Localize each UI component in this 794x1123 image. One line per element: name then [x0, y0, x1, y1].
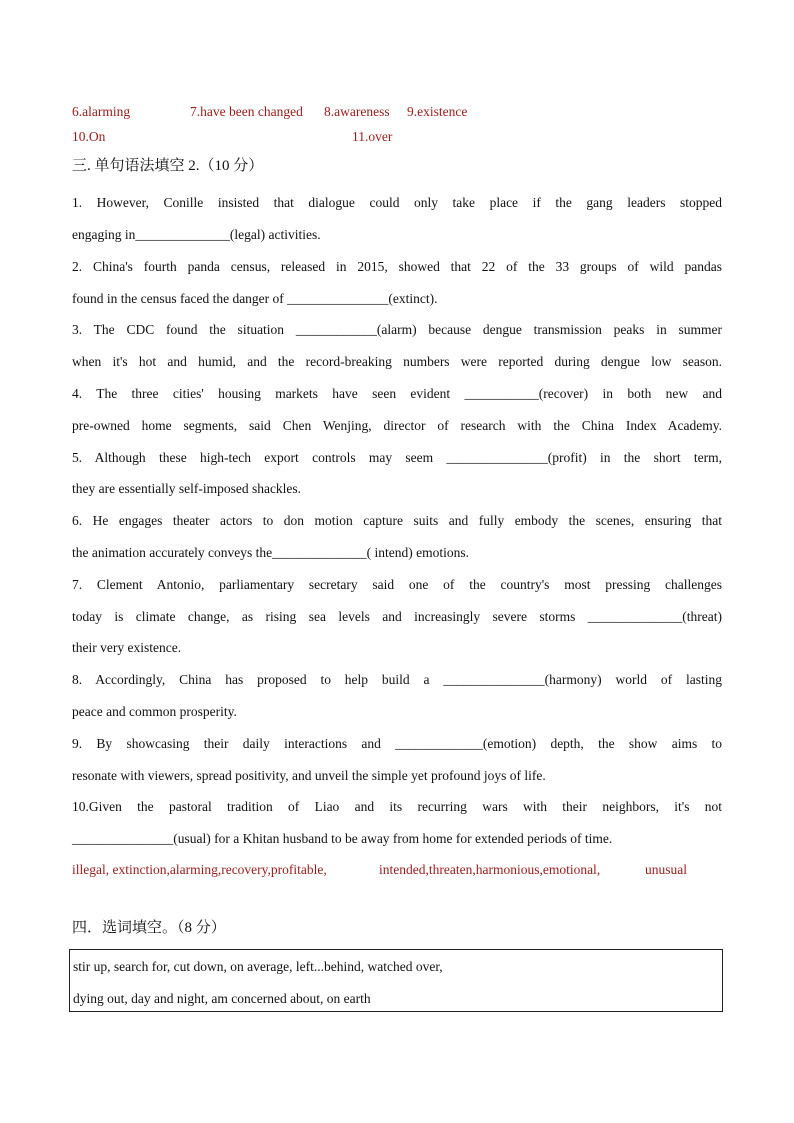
exercise-line: 3. The CDC found the situation ____________(alarm) because dengue transmission peaks in summer — [72, 322, 722, 337]
answer-10: 10.On — [72, 129, 106, 144]
answer-6: 6.alarming — [72, 104, 131, 119]
exercise-line: the animation accurately conveys the______________( intend) emotions. — [72, 545, 470, 560]
exercise-line: peace and common prosperity. — [72, 704, 237, 719]
word-bank-line-2: dying out, day and night, am concerned about, on earth — [73, 991, 371, 1006]
exercise-line: engaging in______________(legal) activities. — [72, 227, 321, 242]
answer-7: 7.have been changed — [190, 104, 303, 119]
exercise-line: their very existence. — [72, 640, 182, 655]
answer-11: 11.over — [352, 129, 393, 144]
section-3-title: 三. 单句语法填空 2.（10 分） — [72, 158, 264, 174]
exercise-line: today is climate change, as rising sea levels and increasingly severe storms ______________(threat) — [72, 609, 722, 624]
exercise-line: when it's hot and humid, and the record-breaking numbers were reported during dengue low season. — [72, 354, 722, 369]
exercise-line: _______________(usual) for a Khitan husband to be away from home for extended periods of time. — [72, 831, 613, 846]
exercise-line: found in the census faced the danger of _______________(extinct). — [72, 291, 438, 306]
section-3-answers-b: intended,threaten,harmonious,emotional, — [379, 862, 601, 877]
exercise-line: 5. Although these high-tech export controls may seem _______________(profit) in the short term, — [72, 450, 722, 465]
exercise-line: 2. China's fourth panda census, released in 2015, showed that 22 of the 33 groups of wild pandas — [72, 259, 722, 274]
exercise-line: 7. Clement Antonio, parliamentary secretary said one of the country's most pressing challenges — [72, 577, 722, 592]
word-bank-box — [69, 949, 723, 1012]
exercise-line: 10.Given the pastoral tradition of Liao and its recurring wars with their neighbors, it's not — [72, 799, 722, 814]
exercise-line: pre-owned home segments, said Chen Wenjing, director of research with the China Index Academy. — [72, 418, 722, 433]
section-4-title: 四．选词填空。（8 分） — [72, 920, 226, 936]
exercise-line: 1. However, Conille insisted that dialogue could only take place if the gang leaders stopped — [72, 195, 722, 210]
exercise-line: 9. By showcasing their daily interactions and _____________(emotion) depth, the show aims to — [72, 736, 722, 751]
exercise-line: 8. Accordingly, China has proposed to help build a _______________(harmony) world of lasting — [72, 672, 722, 687]
answer-9: 9.existence — [407, 104, 468, 119]
answer-8: 8.awareness — [324, 104, 390, 119]
exercise-line: resonate with viewers, spread positivity, and unveil the simple yet profound joys of life. — [72, 768, 546, 783]
exercise-line: 6. He engages theater actors to don motion capture suits and fully embody the scenes, ensuring that — [72, 513, 722, 528]
exercise-line: they are essentially self-imposed shackles. — [72, 481, 302, 496]
section-3-answers-c: unusual — [645, 862, 687, 877]
section-3-answers-a: illegal, extinction,alarming,recovery,profitable, — [72, 862, 327, 877]
word-bank-line-1: stir up, search for, cut down, on average, left...behind, watched over, — [73, 959, 443, 974]
exercise-line: 4. The three cities' housing markets have seen evident ___________(recover) in both new and — [72, 386, 722, 401]
